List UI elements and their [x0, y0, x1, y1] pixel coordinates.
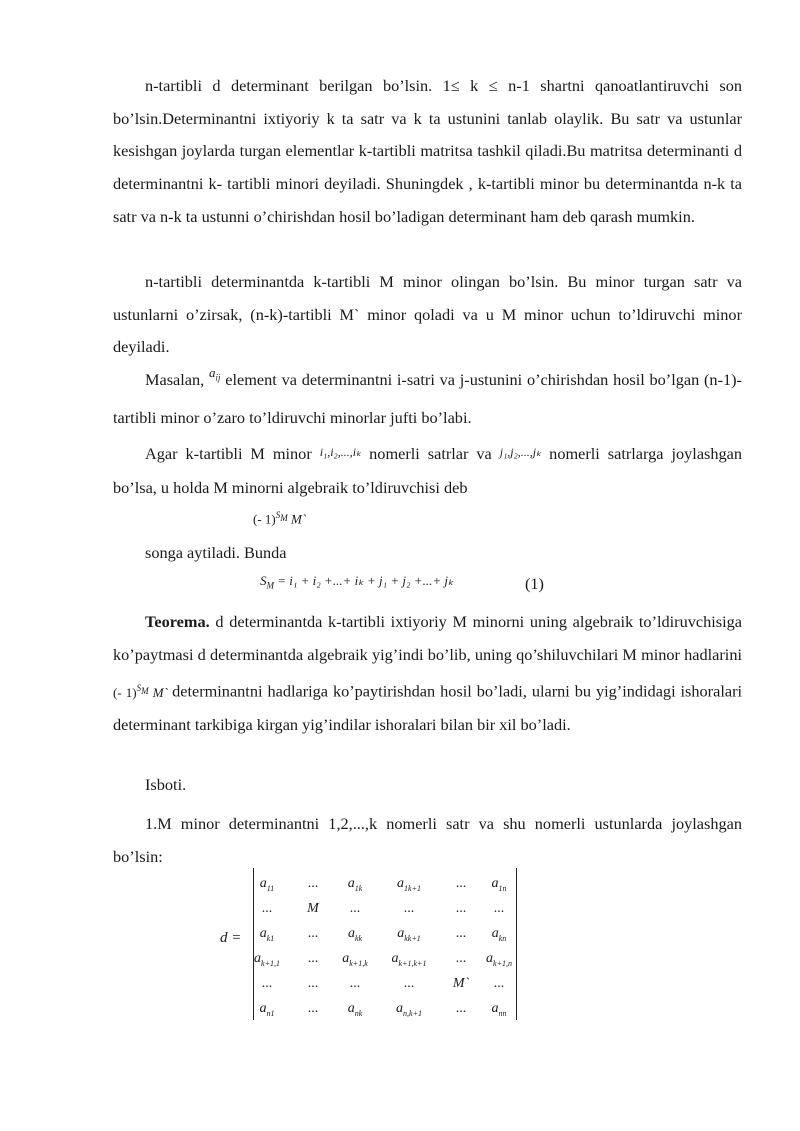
determinant-cell: ... — [403, 976, 415, 991]
determinant-cell: $a_{n,k+1}$ — [396, 1001, 422, 1018]
formula-sm: $S_M = i_1 + i_2$ +...+ iₖ + j₁ + j₂ +...+ jₖ — [260, 573, 454, 591]
paragraph-example — [113, 364, 742, 435]
determinant-cell: $a_{11}$ — [259, 876, 275, 893]
determinant-cell: ... — [349, 976, 361, 991]
formula-number: (1) — [525, 574, 544, 593]
example-lead-text: Masalan, — [145, 370, 205, 389]
determinant-matrix — [253, 868, 517, 1020]
determinant-cell: $a_{1k}$ — [347, 876, 363, 893]
determinant-cell: $a_{kk+1}$ — [397, 926, 421, 943]
aij-symbol: aij — [209, 365, 221, 383]
determinant-cell: ... — [455, 876, 467, 891]
determinant-cell: ... — [455, 951, 467, 966]
determinant-cell: $a_{1n}$ — [491, 876, 507, 893]
determinant-lhs: d = — [220, 930, 242, 946]
theorem-text-b: determinantni hadlariga ko’paytirishdan hosil bo’ladi, ularni bu yig’indidagi ishoralari determinant tarkibiga kirgan yig’indilar ishoralari bilan bir xil bo’ladi. — [113, 681, 743, 735]
determinant-cell: ... — [455, 1001, 467, 1016]
alg-text-d: joylashgan bo’lsa, u holda M minorni algebraik to’ldiruvchisi deb — [113, 444, 743, 497]
determinant-cell: ... — [493, 901, 505, 916]
determinant-cell: ... — [307, 876, 319, 891]
determinant-cell: $a_{kn}$ — [491, 926, 507, 943]
paragraph-proof-step1: 1.M minor determinantni 1,2,...,k nomerli satr va shu nomerli ustunlarda joylashgan bo’lsin: — [113, 814, 742, 866]
column-indices: j₁,j₂,...,jₖ — [499, 445, 542, 459]
row-indices: i₁,i₂,...,iₖ — [319, 445, 362, 459]
example-rest-text: element va determinantni i-satri va j-ustunini o’chirishdan hosil bo’lgan (n-1)- tartibli minor o’zaro to’ldiruvchi minorlar jufti bo’labi. — [113, 370, 742, 428]
determinant-cell: $a_{nk}$ — [347, 1001, 363, 1018]
determinant-cell: ... — [261, 976, 273, 991]
paragraph-definition-minor: n-tartibli d determinant berilgan bo’lsin. 1≤ k ≤ n-1 shartni qanoatlantiruvchi son bo’lsin.Determinantni ixtiyoriy k ta satr va k ta ustunini tanlab olaylik. Bu satr va ustunlar kesishgan joylarda turgan elementlar k-tartibli matritsa tashkil qiladi.Bu matritsa determinanti d determinantni k- tartibli minori deyiladi. Shuningdek , k-tartibli minor bu determinantda n-k ta satr va n-k ta ustunni o’chirishdan hosil bo’ladigan determinant ham deb qarash mumkin. — [113, 76, 742, 226]
determinant-cell: M` — [452, 976, 470, 991]
paragraph-theorem — [113, 606, 742, 742]
theorem-label: Teorema. — [145, 612, 210, 631]
determinant-cell: ... — [261, 901, 273, 916]
determinant-cell: ... — [307, 951, 319, 966]
alg-text-b: nomerli satrlar va — [369, 444, 492, 463]
alg-text-a: Agar k-tartibli M minor — [145, 444, 312, 463]
determinant-cell: $a_{k+1,k+1}$ — [391, 951, 427, 968]
theorem-text-a: d determinantda k-tartibli ixtiyoriy M minorni uning algebraik to’ldiruvchisiga ko’paytmasi d determinantda algebraik yig’indi bo’lib, uning qo’shiluvchilari M minor hadlarini — [113, 612, 743, 664]
determinant-cell: ... — [349, 901, 361, 916]
determinant-cell: ... — [307, 1001, 319, 1016]
determinant-cell: ... — [455, 901, 467, 916]
determinant-cell: ... — [307, 976, 319, 991]
determinant-cell: $a_{k+1,k}$ — [342, 951, 368, 968]
proof-label: Isboti. — [145, 775, 187, 794]
determinant-cell: $a_{k+1,n}$ — [486, 951, 512, 968]
determinant-cell: ... — [455, 926, 467, 941]
determinant-cell: M — [307, 901, 319, 916]
alg-text-c: nomerli satrlarga — [549, 444, 664, 463]
determinant-cell: $a_{nn}$ — [491, 1001, 507, 1018]
theorem-inline-formula: (- 1)℠ M` — [113, 683, 168, 700]
determinant-cell: $a_{k1}$ — [259, 926, 275, 943]
determinant-cell: ... — [493, 976, 505, 991]
determinant-cell: $a_{k+1,1}$ — [254, 951, 280, 968]
paragraph-bunda: songa aytiladi. Bunda — [145, 543, 287, 562]
determinant-cell: $a_{n1}$ — [259, 1001, 275, 1018]
paragraph-algebraic-complement — [113, 438, 742, 504]
determinant-cell: $a_{kk}$ — [347, 926, 363, 943]
determinant-cell: ... — [403, 901, 415, 916]
determinant-cell: $a_{1k+1}$ — [397, 876, 421, 893]
paragraph-complementary-minor: n-tartibli determinantda k-tartibli M minor olingan bo’lsin. Bu minor turgan satr va ustunlarni o’zirsak, (n-k)-tartibli M` minor qoladi va u M minor uchun to’ldiruvchi minor deyiladi. — [113, 272, 742, 357]
formula-algebraic-complement: (- 1)℠ M` — [253, 510, 307, 527]
determinant-cell: ... — [307, 926, 319, 941]
